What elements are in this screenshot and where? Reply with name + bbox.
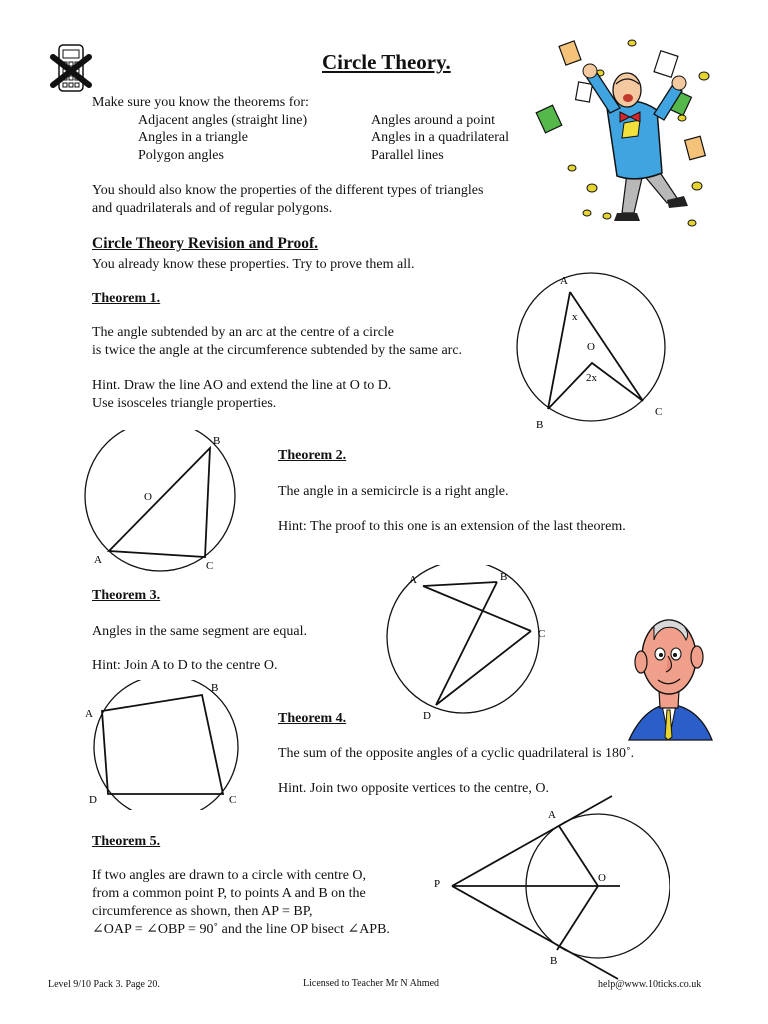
- theorem-5-statement: ∠OAP = ∠OBP = 90˚ and the line OP bisect ∠APB.: [92, 922, 390, 937]
- label-o: O: [144, 491, 152, 503]
- label-a: A: [94, 554, 102, 566]
- footer-center: Licensed to Teacher Mr N Ahmed: [303, 978, 440, 989]
- theorem-3-heading: Theorem 3.: [92, 588, 161, 603]
- footer-right: help@www.10ticks.co.uk: [598, 979, 702, 990]
- label-o: O: [598, 872, 606, 884]
- theorem-3-hint: Hint: Join A to D to the centre O.: [92, 658, 278, 673]
- label-b: B: [550, 955, 558, 967]
- intro-text: Make sure you know the theorems for:: [92, 95, 309, 110]
- theorem-4-hint: Hint. Join two opposite vertices to the centre, O.: [278, 781, 549, 796]
- label-a: A: [560, 275, 568, 287]
- theorem-4-statement: The sum of the opposite angles of a cyclic quadrilateral is 180˚.: [278, 746, 635, 761]
- label-x: x: [572, 311, 578, 323]
- label-a: A: [85, 708, 93, 720]
- label-b: B: [213, 435, 221, 447]
- label-a: A: [409, 574, 417, 586]
- theorem-2-heading: Theorem 2.: [278, 448, 347, 463]
- label-d: D: [89, 794, 97, 806]
- theorem-2-hint: Hint: The proof to this one is an extension of the last theorem.: [278, 519, 626, 534]
- label-a: A: [548, 809, 556, 821]
- theorem-1-statement: is twice the angle at the circumference subtended by the same arc.: [92, 343, 463, 358]
- label-b: B: [211, 682, 219, 694]
- properties-text: and quadrilaterals and of regular polygons.: [92, 201, 333, 216]
- theorem-2-diagram: [82, 430, 252, 580]
- theorem-list-item: Parallel lines: [371, 148, 444, 163]
- theorem-1-hint: Hint. Draw the line AO and extend the line at O to D.: [92, 378, 392, 393]
- label-c: C: [206, 560, 214, 572]
- theorem-1-statement: The angle subtended by an arc at the centre of a circle: [92, 325, 395, 340]
- celebrating-man-illustration: [532, 38, 722, 243]
- theorem-1-heading: Theorem 1.: [92, 291, 161, 306]
- label-c: C: [229, 794, 237, 806]
- theorem-4-heading: Theorem 4.: [278, 711, 347, 726]
- old-man-illustration: [624, 612, 714, 742]
- theorem-1-hint: Use isosceles triangle properties.: [92, 396, 277, 411]
- theorem-3-statement: Angles in the same segment are equal.: [92, 624, 307, 639]
- label-c: C: [655, 406, 663, 418]
- theorem-list-item: Angles in a triangle: [138, 130, 249, 145]
- label-c: C: [538, 628, 546, 640]
- theorem-1-diagram: [500, 268, 680, 438]
- theorem-3-diagram: [380, 565, 550, 725]
- theorem-5-heading: Theorem 5.: [92, 834, 161, 849]
- theorem-5-statement: circumference as shown, then AP = BP,: [92, 904, 313, 919]
- label-b: B: [536, 419, 544, 431]
- theorem-list-item: Angles in a quadrilateral: [371, 130, 510, 145]
- label-2x: 2x: [586, 372, 597, 384]
- theorem-2-statement: The angle in a semicircle is a right angle.: [278, 484, 509, 499]
- properties-text: You should also know the properties of the different types of triangles: [92, 183, 484, 198]
- page-title: Circle Theory.: [322, 50, 451, 74]
- no-calculator-icon: [50, 43, 92, 95]
- theorem-list-item: Adjacent angles (straight line): [138, 113, 308, 128]
- section-intro: You already know these properties. Try to prove them all.: [92, 257, 415, 272]
- label-d: D: [423, 710, 431, 722]
- theorem-4-diagram: [82, 680, 252, 810]
- theorem-5-statement: If two angles are drawn to a circle with centre O,: [92, 868, 367, 883]
- theorem-5-statement: from a common point P, to points A and B on the: [92, 886, 366, 901]
- theorem-5-diagram: [430, 792, 670, 982]
- label-b: B: [500, 571, 508, 583]
- theorem-list-item: Angles around a point: [371, 113, 496, 128]
- theorem-list-item: Polygon angles: [138, 148, 224, 163]
- label-o: O: [587, 341, 595, 353]
- label-p: P: [434, 878, 441, 890]
- section-heading: Circle Theory Revision and Proof.: [92, 235, 319, 252]
- footer-left: Level 9/10 Pack 3. Page 20.: [48, 979, 160, 990]
